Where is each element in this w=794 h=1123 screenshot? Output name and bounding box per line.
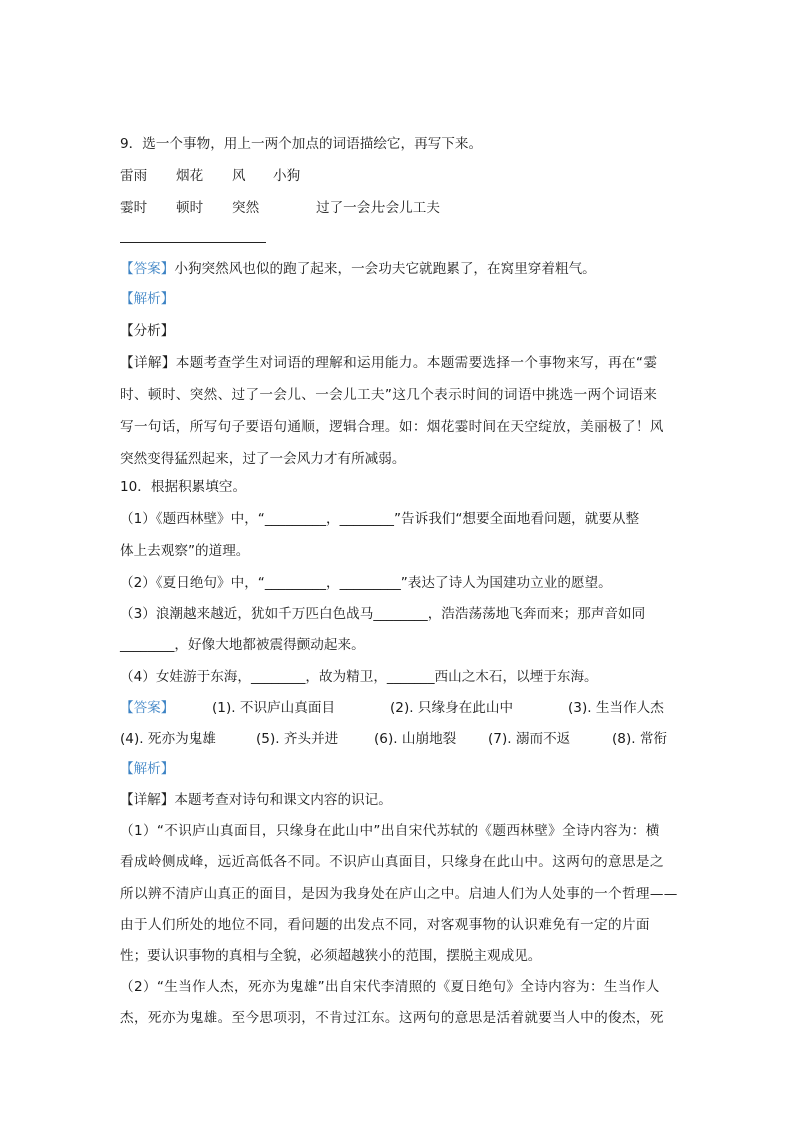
- q9-detail-line: [120, 352, 700, 374]
- time-word: 顿时: [176, 200, 204, 216]
- q10-detail-line: （1）“不识庐山真面目，只缘身在此山中”出自宋代苏轼的《题西林壁》全诗内容为：横: [120, 823, 660, 839]
- time-word: 突然: [232, 200, 260, 216]
- q9-detail-line: 时、顿时、突然、过了一会儿、一会儿工夫”这几个表示时间的词语中挑选一两个词语来: [120, 387, 658, 403]
- q10-detail-line: （2）“生当作人杰，死亦为鬼雄”出自宋代李清照的《夏日绝句》全诗内容为：生当作人: [120, 979, 660, 995]
- subject-word: 风: [232, 168, 246, 184]
- q10-item: （1）《题西林壁》中，“_________，________”告诉我们“想要全面地看问题，就要从整: [120, 511, 640, 527]
- subject-word: 烟花: [176, 168, 204, 184]
- q10-detail-line: 看成岭侧成峰，远近高低各不同。不识庐山真面目，只缘身在此山中。这两句的意思是之: [120, 854, 664, 870]
- q10-title: 10．根据积累填空。: [120, 479, 247, 495]
- q10-detail-line: 所以辨不清庐山真正的面目，是因为我身处在庐山之中。启迪人们为人处事的一个哲理——: [120, 886, 678, 902]
- analysis-tag: 【解析】: [120, 291, 175, 307]
- subject-word: 小狗: [273, 168, 301, 184]
- q10-detail-line: 由于人们所处的地位不同，看问题的出发点不同，对客观事物的认识难免有一定的片面: [120, 917, 650, 933]
- q9-detail-line: 突然变得猛烈起来，过了一会风力才有所减弱。: [120, 451, 406, 467]
- fenxi-tag: 【分析】: [120, 323, 175, 339]
- answer-tag: 【答案】: [120, 261, 175, 277]
- q10-item: （2）《夏日绝句》中，“_________，_________”表达了诗人为国建功立业的愿望。: [120, 575, 612, 591]
- q10-item: 体上去观察”的道理。: [120, 543, 250, 559]
- detail-tag: 【详解】: [120, 792, 175, 808]
- analysis-tag: 【解析】: [120, 761, 175, 777]
- q10-detail-intro: [120, 789, 700, 811]
- answer-item: (8). 常衔: [612, 731, 668, 747]
- detail-text: 本题考查对诗句和课文内容的识记。: [174, 792, 392, 808]
- q9-answer: [120, 258, 700, 280]
- answer-item: (1). 不识庐山真面目: [212, 700, 336, 716]
- answer-blank-line: [120, 242, 266, 243]
- answer-item: (3). 生当作人杰: [568, 700, 664, 716]
- time-word: 一会儿工夫: [372, 200, 440, 216]
- q9-title: 9．选一个事物，用上一两个加点的词语描绘它，再写下来。: [120, 136, 483, 152]
- answer-item: (2). 只缘身在此山中: [390, 700, 514, 716]
- answer-item: (4). 死亦为鬼雄: [120, 731, 216, 747]
- q10-detail-line: 性；要认识事物的真相与全貌，必须超越狭小的范围，摆脱主观成见。: [120, 948, 542, 964]
- answer-item: (7). 溺而不返: [488, 731, 571, 747]
- q9-detail-line: 写一句话，所写句子要语句通顺，逻辑合理。如：烟花霎时间在天空绽放，美丽极了！风: [120, 419, 664, 435]
- detail-text: 本题考查学生对词语的理解和运用能力。本题需要选择一个事物来写，再在“霎: [175, 355, 658, 371]
- answer-item: (5). 齐头并进: [256, 731, 339, 747]
- time-word: 霎时: [120, 200, 148, 216]
- q10-item: （3）浪潮越来越近，犹如千万匹白色战马________，浩浩荡荡地飞奔而来；那声音如同: [120, 606, 646, 622]
- time-word: 过了一会儿: [316, 200, 384, 216]
- subject-word: 雷雨: [120, 168, 148, 184]
- answer-item: (6). 山崩地裂: [374, 731, 457, 747]
- q10-item: （4）女娃游于东海，________，故为精卫，_______西山之木石，以堙于东海。: [120, 669, 598, 685]
- detail-tag: 【详解】: [120, 355, 176, 371]
- answer-tag: 【答案】: [120, 700, 175, 716]
- answer-text: 小狗突然风也似的跑了起来，一会功夫它就跑累了，在窝里穿着粗气。: [174, 261, 596, 277]
- q10-item: ________，好像大地都被震得颤动起来。: [120, 637, 365, 653]
- q10-detail-line: 杰，死亦为鬼雄。至今思项羽，不肯过江东。这两句的意思是活着就要当人中的俊杰，死: [120, 1010, 664, 1026]
